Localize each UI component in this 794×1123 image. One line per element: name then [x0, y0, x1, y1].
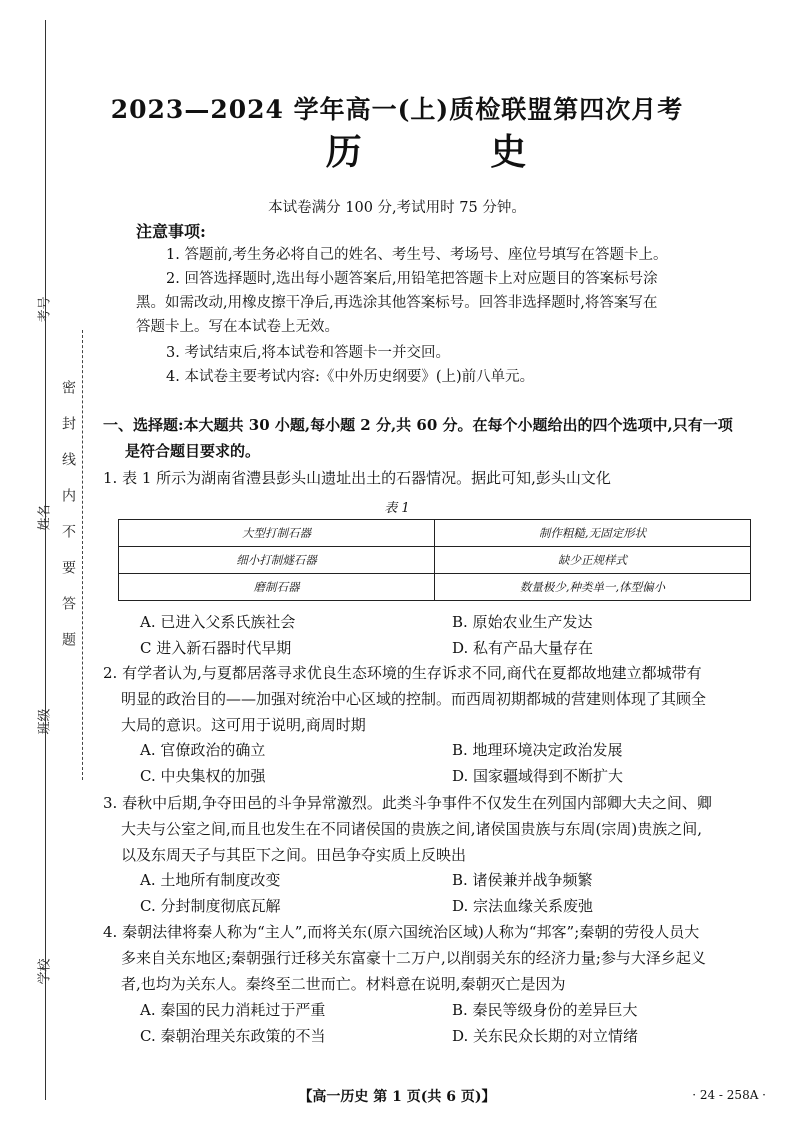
exam-title: 2023—2024 学年高一(上)质检联盟第四次月考	[110, 95, 684, 124]
table-cell: 大型打制石器	[119, 520, 435, 547]
option-b: B. 地理环境决定政治发展	[452, 741, 623, 759]
option-a: A. 官僚政治的确立	[140, 741, 266, 759]
question-3-stem	[103, 790, 753, 868]
table-cell: 数量极少,种类单一,体型偏小	[435, 574, 751, 601]
table-cell: 缺少正规样式	[435, 547, 751, 574]
note-line: 答题卡上。写在本试卷上无效。	[136, 319, 339, 335]
exam-intro: 本试卷满分 100 分,考试用时 75 分钟。	[268, 200, 526, 216]
option-d: D. 宗法血缘关系废弛	[452, 897, 594, 915]
margin-field-class	[30, 708, 56, 735]
margin-field-exam-number	[30, 296, 56, 323]
option-c: C. 中央集权的加强	[140, 767, 266, 785]
subject-title: 历 史	[325, 131, 585, 173]
notes-heading: 注意事项:	[136, 222, 206, 241]
option-b: B. 原始农业生产发达	[452, 613, 593, 631]
question-line: 者,也均为关东人。秦终至二世而亡。材料意在说明,秦朝灭亡是因为	[121, 975, 566, 993]
table-cell: 磨制石器	[119, 574, 435, 601]
question-line: 1. 表 1 所示为湖南省澧县彭头山遗址出土的石器情况。据此可知,彭头山文化	[103, 469, 611, 487]
note-line: 3. 考试结束后,将本试卷和答题卡一并交回。	[166, 345, 451, 361]
option-a: A. 秦国的民力消耗过于严重	[140, 1001, 326, 1019]
seal-line	[82, 330, 83, 780]
option-b: B. 诸侯兼并战争频繁	[452, 871, 593, 889]
margin-field-school	[30, 958, 56, 985]
option-c: C 进入新石器时代早期	[140, 639, 292, 657]
option-d: D. 国家疆域得到不断扩大	[452, 767, 624, 785]
note-line: 黑。如需改动,用橡皮擦干净后,再选涂其他答案标号。回答非选择题时,将答案写在	[136, 295, 658, 311]
section-heading-line: 一、选择题:本大题共 30 小题,每小题 2 分,共 60 分。在每个小题给出的四个选项中,只有一项	[103, 416, 733, 434]
option-c: C. 分封制度彻底瓦解	[140, 897, 281, 915]
margin-field-label: 考号	[37, 296, 53, 323]
paper-code: · 24 - 258A ·	[692, 1088, 766, 1102]
section-heading	[103, 412, 753, 464]
table-cell: 制作粗糙,无固定形状	[435, 520, 751, 547]
question-line: 3. 春秋中后期,争夺田邑的斗争异常激烈。此类斗争事件不仅发生在列国内部卿大夫之间、卿	[103, 794, 712, 812]
section-heading-line: 是符合题目要求的。	[125, 442, 261, 460]
table-row	[119, 547, 751, 574]
question-line: 2. 有学者认为,与夏都居落寻求优良生态环境的生存诉求不同,商代在夏都故地建立都城带有	[103, 664, 702, 682]
table-row	[119, 520, 751, 547]
note-line: 4. 本试卷主要考试内容:《中外历史纲要》(上)前八单元。	[166, 369, 535, 385]
margin-field-label: 姓名	[37, 504, 53, 531]
question-line: 以及东周天子与其臣下之间。田邑争夺实质上反映出	[121, 846, 467, 864]
artifact-table	[118, 519, 751, 601]
margin-field-label: 班级	[37, 708, 53, 735]
option-d: D. 关东民众长期的对立情绪	[452, 1027, 639, 1045]
binding-line	[45, 20, 46, 1100]
option-a: A. 土地所有制度改变	[140, 871, 281, 889]
table-row	[119, 574, 751, 601]
question-line: 多来自关东地区;秦朝强行迁移关东富豪十二万户,以削弱关东的经济力量;参与大泽乡起义	[121, 949, 706, 967]
option-a: A. 已进入父系氏族社会	[140, 613, 296, 631]
table-caption: 表 1	[384, 501, 410, 516]
question-line: 明显的政治目的——加强对统治中心区域的控制。而西周初期都城的营建则体现了其顾全	[121, 690, 707, 708]
margin-field-label: 学校	[37, 958, 53, 985]
question-line: 大局的意识。这可用于说明,商周时期	[121, 716, 366, 734]
option-d: D. 私有产品大量存在	[452, 639, 594, 657]
question-2-stem	[103, 660, 753, 738]
note-line: 2. 回答选择题时,选出每小题答案后,用铅笔把答题卡上对应题目的答案标号涂	[166, 271, 658, 287]
page-footer: 【高一历史 第 1 页(共 6 页)】	[298, 1089, 496, 1105]
question-line: 大夫与公室之间,而且也发生在不同诸侯国的贵族之间,诸侯国贵族与东周(宗周)贵族之间,	[121, 820, 703, 838]
option-b: B. 秦民等级身份的差异巨大	[452, 1001, 638, 1019]
table-cell: 细小打制燧石器	[119, 547, 435, 574]
question-4-stem	[103, 919, 753, 997]
note-line: 1. 答题前,考生务必将自己的姓名、考生号、考场号、座位号填写在答题卡上。	[166, 247, 668, 263]
question-line: 4. 秦朝法律将秦人称为“主人”,而将关东(原六国统治区域)人称为“邦客”;秦朝的劳役人员大	[103, 923, 700, 941]
seal-warning: 密封线内不要答题	[60, 380, 76, 668]
question-1-stem	[103, 465, 753, 491]
option-c: C. 秦朝治理关东政策的不当	[140, 1027, 326, 1045]
